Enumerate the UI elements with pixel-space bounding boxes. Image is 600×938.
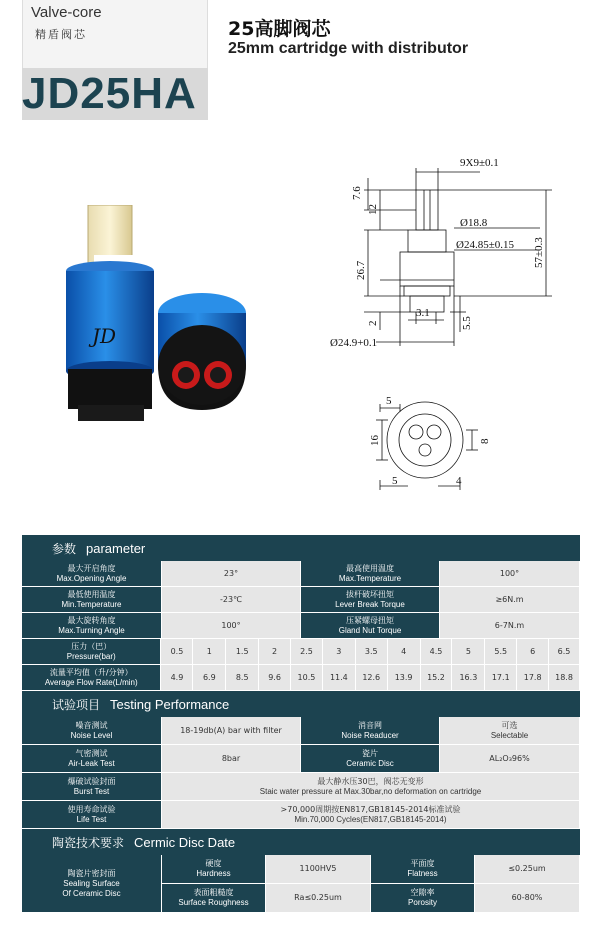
- flow-value: 6.9: [193, 665, 226, 690]
- value-air-leak: 8bar: [162, 745, 301, 772]
- label-min-temperature: 最低使用温度 Min.Temperature: [22, 587, 162, 612]
- testing-row-3: [22, 773, 580, 801]
- flow-value: 16.3: [452, 665, 485, 690]
- parameter-title-cn: 参数: [52, 541, 77, 556]
- label-max-temperature: 最高使用温度 Max.Temperature: [301, 561, 440, 586]
- pressure-value: 4.5: [421, 639, 453, 664]
- dim-18-8: Ø18.8: [460, 217, 488, 229]
- dim-24-9: Ø24.9+0.1: [330, 337, 378, 349]
- pressure-value: 1: [193, 639, 226, 664]
- pressure-value: 4: [388, 639, 421, 664]
- pressure-value: 0.5: [161, 639, 193, 664]
- value-roughness: Ra≤0.25um: [266, 884, 371, 912]
- pressure-value: 3: [323, 639, 356, 664]
- dim-57: 57±0.3: [533, 237, 545, 268]
- testing-row-4: [22, 801, 580, 829]
- dim-7-6: 7.6: [351, 186, 363, 200]
- param-row-2: [22, 587, 580, 613]
- value-turning-angle: 100°: [162, 613, 301, 638]
- testing-row-1: [22, 717, 580, 745]
- dim-bottom-4: 4: [456, 475, 462, 487]
- pressure-value: 5.5: [485, 639, 517, 664]
- flow-value: 18.8: [549, 665, 580, 690]
- testing-header: [22, 691, 580, 717]
- label-noise-reducer: 消音网 Noise Readucer: [301, 717, 440, 744]
- value-opening-angle: 23°: [162, 561, 301, 586]
- spec-table: [22, 535, 580, 913]
- flow-row: [22, 665, 580, 691]
- label-gland-nut-torque: 压紧螺母扭矩 Gland Nut Torque: [301, 613, 440, 638]
- flow-value: 15.2: [421, 665, 453, 690]
- dim-24-85: Ø24.85±0.15: [456, 239, 514, 251]
- label-flatness: 平面度 Flatness: [371, 855, 475, 883]
- flow-value: 10.5: [291, 665, 323, 690]
- parameter-header: [22, 535, 580, 561]
- dim-bottom-5-top: 5: [386, 395, 392, 407]
- dim-2: 2: [367, 320, 379, 326]
- pressure-value: 2: [259, 639, 291, 664]
- flow-value: 17.8: [517, 665, 549, 690]
- testing-title-en: Testing Performance: [110, 696, 230, 712]
- flow-value: 8.5: [226, 665, 259, 690]
- pressure-value: 5: [452, 639, 485, 664]
- label-opening-angle: 最大开启角度 Max.Opening Angle: [22, 561, 162, 586]
- label-hardness: 硬度 Hardness: [162, 855, 266, 883]
- label-burst-test: 爆破试验封面 Burst Test: [22, 773, 162, 800]
- product-image: [54, 205, 254, 435]
- label-pressure: 压力（巴） Pressure(bar): [22, 639, 161, 664]
- value-life-test: >70,000周期按EN817,GB18145-2014标准试验 Min.70,000 Cycles(EN817,GB18145-2014): [162, 801, 580, 828]
- pressure-value: 6: [517, 639, 549, 664]
- label-lever-break-torque: 拔杆破坏扭矩 Lever Break Torque: [301, 587, 440, 612]
- product-title-cn: 25高脚阀芯: [228, 18, 331, 40]
- brand-name-en: Valve-core: [31, 4, 102, 21]
- value-burst-test: 最大静水压30巴，阀芯无变形 Staic water pressure at Max.30bar,no deformation on cartridge: [162, 773, 580, 800]
- label-life-test: 使用寿命试验 Life Test: [22, 801, 162, 828]
- dim-5-5: 5.5: [461, 316, 473, 330]
- dim-bottom-8: 8: [479, 438, 491, 444]
- product-title-en: 25mm cartridge with distributor: [228, 40, 469, 57]
- value-porosity: 60-80%: [475, 884, 580, 912]
- label-turning-angle: 最大旋转角度 Max.Turning Angle: [22, 613, 162, 638]
- param-row-1: [22, 561, 580, 587]
- value-min-temperature: -23℃: [162, 587, 301, 612]
- value-noise-reducer: 可选 Selectable: [440, 717, 580, 744]
- value-flatness: ≤0.25um: [475, 855, 580, 883]
- value-lever-break-torque: ≥6N.m: [440, 587, 580, 612]
- dim-26-7: 26.7: [355, 260, 367, 280]
- value-max-temperature: 100°: [440, 561, 580, 586]
- param-row-3: [22, 613, 580, 639]
- flow-value: 4.9: [161, 665, 193, 690]
- testing-row-2: [22, 745, 580, 773]
- dim-3-1: 3.1: [416, 307, 430, 319]
- brand-box: [22, 0, 208, 68]
- value-ceramic-disc: AL₂O₃96%: [440, 745, 580, 772]
- ceramic-grid: [162, 855, 580, 912]
- model-number: JD25HA: [22, 69, 197, 118]
- label-noise-level: 噪音测试 Noise Level: [22, 717, 162, 744]
- label-ceramic-disc: 瓷片 Ceramic Disc: [301, 745, 440, 772]
- pressure-value: 3.5: [356, 639, 388, 664]
- label-air-leak: 气密测试 Air-Leak Test: [22, 745, 162, 772]
- flow-value: 9.6: [259, 665, 291, 690]
- value-noise-level: 18-19db(A) bar with filter: [162, 717, 301, 744]
- testing-title-cn: 试验项目: [52, 697, 101, 712]
- value-gland-nut-torque: 6-7N.m: [440, 613, 580, 638]
- label-porosity: 空隙率 Porosity: [371, 884, 475, 912]
- technical-drawing: [320, 150, 590, 500]
- label-sealing-surface: 陶瓷片密封面 Sealing Surface Of Ceramic Disc: [22, 855, 162, 912]
- ceramic-title-en: Cermic Disc Date: [134, 834, 236, 850]
- product-logo: JD: [92, 324, 117, 348]
- ceramic-title-cn: 陶瓷技术要求: [52, 835, 125, 850]
- label-flow-rate: 流量平均值（升/分钟） Average Flow Rate(L/min): [22, 665, 161, 690]
- dim-bottom-16: 16: [369, 435, 381, 446]
- pressure-value: 2.5: [291, 639, 323, 664]
- value-hardness: 1100HV5: [266, 855, 371, 883]
- ceramic-block: [22, 855, 580, 913]
- pressure-value: 6.5: [549, 639, 580, 664]
- flow-value: 11.4: [323, 665, 356, 690]
- dim-bottom-5-bottom: 5: [392, 475, 398, 487]
- flow-value: 17.1: [485, 665, 517, 690]
- parameter-title-en: parameter: [86, 540, 146, 556]
- dim-12: 12: [367, 204, 379, 215]
- pressure-value: 1.5: [226, 639, 259, 664]
- dim-9x9: 9X9±0.1: [460, 157, 499, 169]
- pressure-row: [22, 639, 580, 665]
- brand-name-cn: 精盾阀芯: [35, 28, 87, 41]
- flow-value: 13.9: [388, 665, 421, 690]
- label-roughness: 表面粗糙度 Surface Roughness: [162, 884, 266, 912]
- flow-value: 12.6: [356, 665, 388, 690]
- ceramic-header: [22, 829, 580, 855]
